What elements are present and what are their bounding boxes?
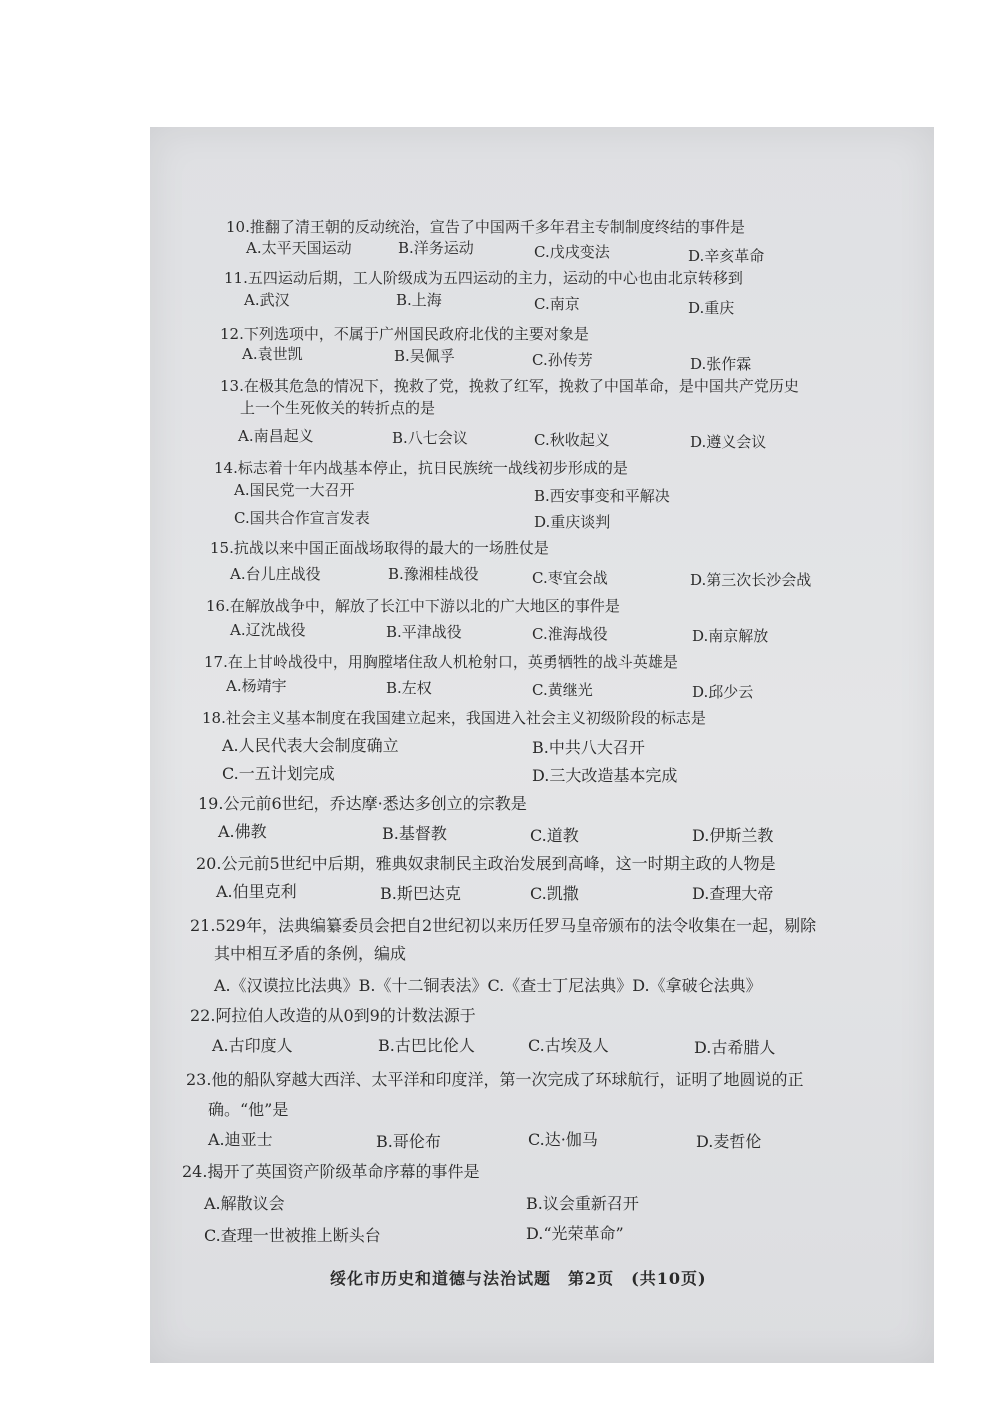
page-footer: 绥化市历史和道德与法治试题 第2页 (共10页) <box>330 1269 707 1288</box>
question-24-stem: 24.揭开了英国资产阶级革命序幕的事件是 <box>182 1162 480 1181</box>
question-19-stem: 19.公元前6世纪，乔达摩·悉达多创立的宗教是 <box>198 794 527 813</box>
question-18-option-d: D.三大改造基本完成 <box>532 766 678 785</box>
question-23-option-c: C.达·伽马 <box>528 1130 598 1149</box>
question-24-option-b: B.议会重新召开 <box>526 1194 639 1213</box>
question-23-stem-line2: 确。“他”是 <box>208 1100 289 1119</box>
question-13-stem: 13.在极其危急的情况下，挽救了党，挽救了红军，挽救了中国革命，是中国共产党历史 <box>220 377 799 395</box>
question-10-option-b: B.洋务运动 <box>398 239 474 257</box>
question-14-option-d: D.重庆谈判 <box>534 513 611 531</box>
question-18-option-c: C.一五计划完成 <box>222 764 335 783</box>
question-18-option-b: B.中共八大召开 <box>532 738 645 757</box>
question-22-option-d: D.古希腊人 <box>694 1038 776 1057</box>
question-19-option-d: D.伊斯兰教 <box>692 826 774 845</box>
question-16-option-c: C.淮海战役 <box>532 625 608 643</box>
question-13-option-b: B.八七会议 <box>392 429 468 447</box>
question-15-option-d: D.第三次长沙会战 <box>690 571 812 589</box>
question-18-option-a: A.人民代表大会制度确立 <box>222 736 399 755</box>
question-11-stem: 11.五四运动后期，工人阶级成为五四运动的主力，运动的中心也由北京转移到 <box>224 269 743 287</box>
question-12-stem: 12.下列选项中，不属于广州国民政府北伐的主要对象是 <box>220 325 589 343</box>
question-17-stem: 17.在上甘岭战役中，用胸膛堵住敌人机枪射口，英勇牺牲的战斗英雄是 <box>204 653 678 671</box>
question-19-option-a: A.佛教 <box>218 822 267 841</box>
question-22-stem: 22.阿拉伯人改造的从0到9的计数法源于 <box>190 1006 476 1025</box>
question-13-stem-line2: 上一个生死攸关的转折点的是 <box>240 399 436 417</box>
question-24-option-c: C.查理一世被推上断头台 <box>204 1226 381 1245</box>
question-23-option-a: A.迪亚士 <box>208 1130 273 1149</box>
question-12-option-a: A.袁世凯 <box>242 345 303 363</box>
question-13-option-d: D.遵义会议 <box>690 433 767 451</box>
question-14-option-c: C.国共合作宣言发表 <box>234 509 370 527</box>
question-15-option-b: B.豫湘桂战役 <box>388 565 479 583</box>
question-18-stem: 18.社会主义基本制度在我国建立起来，我国进入社会主义初级阶段的标志是 <box>202 709 706 727</box>
question-20-option-a: A.伯里克利 <box>216 882 297 901</box>
question-20-option-b: B.斯巴达克 <box>380 884 461 903</box>
question-19-option-c: C.道教 <box>530 826 579 845</box>
question-12-option-b: B.吴佩孚 <box>394 347 455 365</box>
question-23-option-b: B.哥伦布 <box>376 1132 441 1151</box>
question-11-option-d: D.重庆 <box>688 299 735 317</box>
question-21-stem: 21.529年，法典编纂委员会把自2世纪初以来历任罗马皇帝颁布的法令收集在一起，剔除 <box>190 916 817 935</box>
question-20-option-d: D.查理大帝 <box>692 884 774 903</box>
question-11-option-a: A.武汉 <box>244 291 290 309</box>
question-23-option-d: D.麦哲伦 <box>696 1132 762 1151</box>
question-10-option-c: C.戊戌变法 <box>534 243 610 261</box>
question-23-stem: 23.他的船队穿越大西洋、太平洋和印度洋，第一次完成了环球航行，证明了地圆说的正 <box>186 1070 804 1089</box>
question-15-stem: 15.抗战以来中国正面战场取得的最大的一场胜仗是 <box>210 539 549 557</box>
question-20-stem: 20.公元前5世纪中后期，雅典奴隶制民主政治发展到高峰，这一时期主政的人物是 <box>196 854 776 873</box>
question-16-option-a: A.辽沈战役 <box>230 621 306 639</box>
question-16-option-d: D.南京解放 <box>692 627 769 645</box>
question-10-option-d: D.辛亥革命 <box>688 247 765 265</box>
question-10-stem: 10.推翻了清王朝的反动统治，宣告了中国两千多年君主专制制度终结的事件是 <box>226 218 745 236</box>
question-17-option-a: A.杨靖宇 <box>226 677 287 695</box>
question-21-options: A.《汉谟拉比法典》B.《十二铜表法》C.《查士丁尼法典》D.《拿破仑法典》 <box>214 976 762 995</box>
question-15-option-a: A.台儿庄战役 <box>230 565 321 583</box>
question-16-stem: 16.在解放战争中，解放了长江中下游以北的广大地区的事件是 <box>206 597 620 615</box>
question-22-option-a: A.古印度人 <box>212 1036 293 1055</box>
question-17-option-c: C.黄继光 <box>532 681 593 699</box>
question-17-option-b: B.左权 <box>386 679 432 697</box>
question-22-option-c: C.古埃及人 <box>528 1036 609 1055</box>
question-12-option-c: C.孙传芳 <box>532 351 593 369</box>
question-14-option-a: A.国民党一大召开 <box>234 481 355 499</box>
question-11-option-b: B.上海 <box>396 291 442 309</box>
question-15-option-c: C.枣宜会战 <box>532 569 608 587</box>
question-24-option-a: A.解散议会 <box>204 1194 285 1213</box>
question-11-option-c: C.南京 <box>534 295 580 313</box>
question-22-option-b: B.古巴比伦人 <box>378 1036 475 1055</box>
question-19-option-b: B.基督教 <box>382 824 447 843</box>
question-16-option-b: B.平津战役 <box>386 623 462 641</box>
question-24-option-d: D.“光荣革命” <box>526 1224 624 1243</box>
question-14-stem: 14.标志着十年内战基本停止，抗日民族统一战线初步形成的是 <box>214 459 628 477</box>
question-17-option-d: D.邱少云 <box>692 683 754 701</box>
question-13-option-c: C.秋收起义 <box>534 431 610 449</box>
question-12-option-d: D.张作霖 <box>690 355 752 373</box>
question-13-option-a: A.南昌起义 <box>238 427 314 445</box>
question-14-option-b: B.西安事变和平解决 <box>534 487 670 505</box>
question-21-stem-line2: 其中相互矛盾的条例，编成 <box>214 944 407 963</box>
question-20-option-c: C.凯撒 <box>530 884 579 903</box>
question-10-option-a: A.太平天国运动 <box>246 239 352 257</box>
